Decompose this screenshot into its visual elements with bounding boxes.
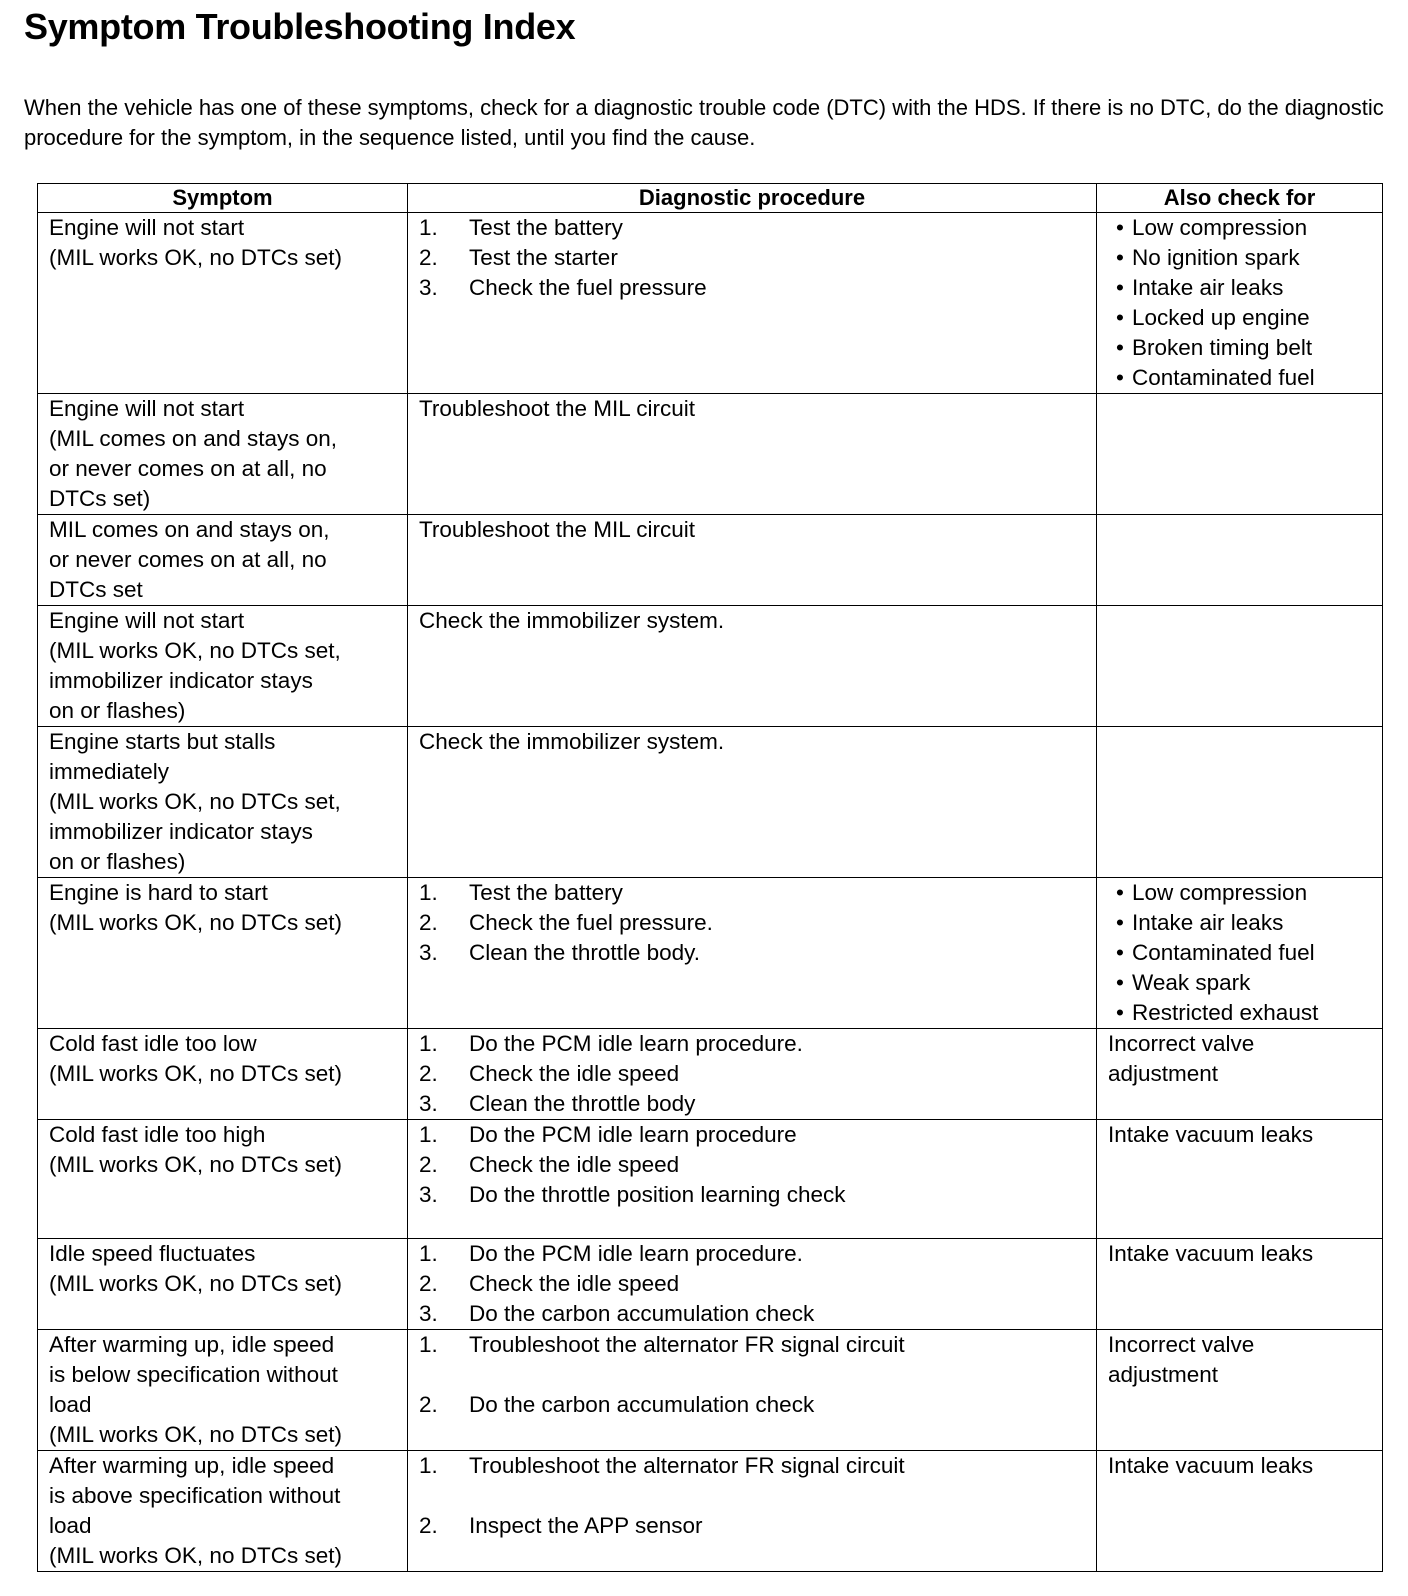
step-number: 3. [419, 940, 438, 965]
procedure-steps [419, 1451, 1092, 1541]
also-check-cell [1097, 1239, 1383, 1330]
step-number: 1. [419, 215, 438, 240]
symptom-line: is above specification without [49, 1483, 341, 1508]
procedure-cell [408, 1120, 1097, 1239]
symptom-cell [38, 394, 408, 515]
also-check-item [1108, 908, 1378, 938]
symptom-header: Symptom [38, 184, 408, 213]
symptom-line: (MIL works OK, no DTCs set) [49, 1152, 342, 1177]
procedure-text: Troubleshoot the MIL circuit [419, 517, 695, 542]
step-number: 1. [419, 880, 438, 905]
step-text: Test the starter [469, 245, 618, 270]
step-text: Inspect the APP sensor [469, 1513, 703, 1538]
procedure-cell [408, 1330, 1097, 1451]
also-check-note [1108, 1330, 1378, 1390]
step-text: Do the PCM idle learn procedure. [469, 1031, 803, 1056]
symptom-cell [38, 1239, 408, 1330]
symptom-line: Engine will not start [49, 396, 245, 421]
symptom-line: immobilizer indicator stays [49, 819, 313, 844]
step-number: 1. [419, 1122, 438, 1147]
procedure-step [419, 1150, 1092, 1180]
step-number: 2. [419, 1271, 438, 1296]
also-check-cell [1097, 727, 1383, 878]
also-check-item [1108, 273, 1378, 303]
symptom-cell [38, 606, 408, 727]
symptom-line: immediately [49, 759, 170, 784]
procedure-step [419, 243, 1092, 273]
also-check-cell [1097, 606, 1383, 727]
symptom-cell [38, 878, 408, 1029]
intro-paragraph: When the vehicle has one of these symptoms, check for a diagnostic trouble code (DTC) with the HDS. If there is no DTC, do the diagnostic procedure for the symptom, in the sequence listed, until you find the cause. [24, 95, 1384, 150]
note-line: Incorrect valve [1108, 1332, 1255, 1357]
also-check-note [1108, 1120, 1378, 1150]
also-check-text: Intake air leaks [1132, 275, 1284, 300]
step-text: Test the battery [469, 880, 623, 905]
procedure-steps [419, 878, 1092, 968]
also-check-cell [1097, 1451, 1383, 1572]
symptom-line: load [49, 1392, 92, 1417]
bullet-icon: • [1116, 305, 1124, 330]
step-number: 3. [419, 1091, 438, 1116]
symptom-line: Engine will not start [49, 215, 245, 240]
bullet-icon: • [1116, 940, 1124, 965]
procedure-steps [419, 1120, 1092, 1210]
procedure-cell [408, 213, 1097, 394]
symptom-line: or never comes on at all, no [49, 547, 327, 572]
note-line: Intake vacuum leaks [1108, 1453, 1314, 1478]
table-row [38, 878, 1383, 1029]
step-number: 1. [419, 1031, 438, 1056]
symptom-line: (MIL works OK, no DTCs set) [49, 1543, 342, 1568]
symptom-cell [38, 515, 408, 606]
bullet-icon: • [1116, 1000, 1124, 1025]
also-check-text: Intake air leaks [1132, 910, 1284, 935]
symptom-cell [38, 1120, 408, 1239]
also-check-text: Low compression [1132, 880, 1308, 905]
bullet-icon: • [1116, 275, 1124, 300]
table-body [38, 213, 1383, 1572]
symptom-line: or never comes on at all, no [49, 456, 327, 481]
step-number: 3. [419, 275, 438, 300]
symptom-line: (MIL works OK, no DTCs set) [49, 1061, 342, 1086]
symptom-line: (MIL works OK, no DTCs set) [49, 910, 342, 935]
table-row [38, 213, 1383, 394]
also-check-item [1108, 303, 1378, 333]
procedure-step [419, 1390, 1092, 1420]
symptom-line: load [49, 1513, 92, 1538]
also-check-list [1108, 878, 1378, 1028]
symptom-line: on or flashes) [49, 849, 186, 874]
header-row [38, 184, 1383, 213]
also-check-text: Broken timing belt [1132, 335, 1313, 360]
procedure-step [419, 1451, 1092, 1481]
procedure-steps [419, 1029, 1092, 1119]
note-line: Intake vacuum leaks [1108, 1241, 1314, 1266]
symptom-cell [38, 1330, 408, 1451]
step-text: Check the idle speed [469, 1061, 680, 1086]
procedure-text: Troubleshoot the MIL circuit [419, 396, 695, 421]
procedure-step [419, 1511, 1092, 1541]
symptom-line: Idle speed fluctuates [49, 1241, 256, 1266]
also-check-item [1108, 213, 1378, 243]
also-check-cell [1097, 878, 1383, 1029]
also-check-note [1108, 1239, 1378, 1269]
procedure-steps [419, 1239, 1092, 1329]
also-check-item [1108, 878, 1378, 908]
also-check-cell [1097, 394, 1383, 515]
step-text: Check the idle speed [469, 1152, 680, 1177]
step-text: Do the PCM idle learn procedure. [469, 1241, 803, 1266]
symptom-line: DTCs set) [49, 486, 151, 511]
symptom-line: (MIL works OK, no DTCs set, [49, 789, 341, 814]
symptom-line: (MIL comes on and stays on, [49, 426, 338, 451]
table-row [38, 1451, 1383, 1572]
symptom-line: on or flashes) [49, 698, 186, 723]
symptom-line: DTCs set [49, 577, 143, 602]
bullet-icon: • [1116, 880, 1124, 905]
procedure-step [419, 938, 1092, 968]
procedure-step [419, 908, 1092, 938]
symptom-line: Engine will not start [49, 608, 245, 633]
procedure-step [419, 1089, 1092, 1119]
also-check-list [1108, 213, 1378, 393]
step-text: Do the throttle position learning check [469, 1182, 846, 1207]
symptom-line: After warming up, idle speed [49, 1453, 335, 1478]
symptom-cell [38, 1029, 408, 1120]
also-check-text: Weak spark [1132, 970, 1251, 995]
also-check-item [1108, 333, 1378, 363]
bullet-icon: • [1116, 365, 1124, 390]
troubleshooting-table [37, 183, 1383, 1572]
procedure-step [419, 878, 1092, 908]
procedure-cell [408, 878, 1097, 1029]
step-number: 2. [419, 1152, 438, 1177]
step-number: 2. [419, 1061, 438, 1086]
step-number: 1. [419, 1241, 438, 1266]
symptom-cell [38, 213, 408, 394]
step-number: 3. [419, 1182, 438, 1207]
also-check-cell [1097, 213, 1383, 394]
procedure-cell [408, 606, 1097, 727]
step-text: Test the battery [469, 215, 623, 240]
procedure-step [419, 1059, 1092, 1089]
step-text: Check the idle speed [469, 1271, 680, 1296]
also-check-item [1108, 243, 1378, 273]
step-number: 1. [419, 1453, 438, 1478]
procedure-cell [408, 1239, 1097, 1330]
bullet-icon: • [1116, 245, 1124, 270]
also-check-note [1108, 1451, 1378, 1481]
also-check-text: No ignition spark [1132, 245, 1300, 270]
procedure-steps [419, 213, 1092, 303]
also-check-text: Locked up engine [1132, 305, 1310, 330]
also-check-cell [1097, 515, 1383, 606]
step-text: Clean the throttle body [469, 1091, 696, 1116]
also-check-item [1108, 968, 1378, 998]
table-row [38, 515, 1383, 606]
symptom-line: (MIL works OK, no DTCs set) [49, 1422, 342, 1447]
symptom-line: (MIL works OK, no DTCs set) [49, 245, 342, 270]
bullet-icon: • [1116, 970, 1124, 995]
also-check-header: Also check for [1097, 184, 1383, 213]
symptom-line: (MIL works OK, no DTCs set) [49, 1271, 342, 1296]
step-number: 1. [419, 1332, 438, 1357]
symptom-line: (MIL works OK, no DTCs set, [49, 638, 341, 663]
procedure-steps [419, 1330, 1092, 1420]
step-text: Check the fuel pressure. [469, 910, 713, 935]
also-check-cell [1097, 1029, 1383, 1120]
procedure-cell [408, 1451, 1097, 1572]
step-text: Do the PCM idle learn procedure [469, 1122, 797, 1147]
note-line: Intake vacuum leaks [1108, 1122, 1314, 1147]
symptom-line: Cold fast idle too high [49, 1122, 266, 1147]
bullet-icon: • [1116, 910, 1124, 935]
also-check-text: Contaminated fuel [1132, 365, 1315, 390]
symptom-line: Engine is hard to start [49, 880, 268, 905]
step-text: Troubleshoot the alternator FR signal circuit [469, 1453, 905, 1478]
table-row [38, 1239, 1383, 1330]
step-text: Do the carbon accumulation check [469, 1301, 815, 1326]
bullet-icon: • [1116, 335, 1124, 360]
symptom-cell [38, 727, 408, 878]
also-check-text: Restricted exhaust [1132, 1000, 1319, 1025]
symptom-line: MIL comes on and stays on, [49, 517, 330, 542]
procedure-step [419, 273, 1092, 303]
procedure-step [419, 1120, 1092, 1150]
also-check-text: Contaminated fuel [1132, 940, 1315, 965]
step-text: Do the carbon accumulation check [469, 1392, 815, 1417]
table-row [38, 727, 1383, 878]
also-check-cell [1097, 1120, 1383, 1239]
procedure-step [419, 1239, 1092, 1269]
table-row [38, 1120, 1383, 1239]
note-line: Incorrect valve [1108, 1031, 1255, 1056]
note-line: adjustment [1108, 1061, 1219, 1086]
symptom-line: Engine starts but stalls [49, 729, 276, 754]
step-number: 2. [419, 1513, 438, 1538]
procedure-text: Check the immobilizer system. [419, 729, 725, 754]
also-check-cell [1097, 1330, 1383, 1451]
symptom-line: is below specification without [49, 1362, 338, 1387]
procedure-step [419, 1269, 1092, 1299]
step-number: 2. [419, 1392, 438, 1417]
procedure-header: Diagnostic procedure [408, 184, 1097, 213]
also-check-item [1108, 363, 1378, 393]
procedure-cell [408, 515, 1097, 606]
procedure-cell [408, 394, 1097, 515]
also-check-item [1108, 998, 1378, 1028]
procedure-step [419, 1029, 1092, 1059]
procedure-step [419, 1330, 1092, 1360]
symptom-line: After warming up, idle speed [49, 1332, 335, 1357]
table-row [38, 1029, 1383, 1120]
procedure-step [419, 213, 1092, 243]
procedure-step [419, 1180, 1092, 1210]
page-title: Symptom Troubleshooting Index [24, 6, 576, 47]
step-number: 2. [419, 910, 438, 935]
symptom-line: immobilizer indicator stays [49, 668, 313, 693]
procedure-cell [408, 727, 1097, 878]
step-text: Troubleshoot the alternator FR signal circuit [469, 1332, 905, 1357]
procedure-cell [408, 1029, 1097, 1120]
also-check-note [1108, 1029, 1378, 1089]
table-row [38, 1330, 1383, 1451]
symptom-cell [38, 1451, 408, 1572]
table-row [38, 394, 1383, 515]
procedure-step [419, 1299, 1092, 1329]
note-line: adjustment [1108, 1362, 1219, 1387]
step-text: Check the fuel pressure [469, 275, 707, 300]
step-number: 2. [419, 245, 438, 270]
step-number: 3. [419, 1301, 438, 1326]
step-text: Clean the throttle body. [469, 940, 700, 965]
also-check-text: Low compression [1132, 215, 1308, 240]
bullet-icon: • [1116, 215, 1124, 240]
also-check-item [1108, 938, 1378, 968]
table-row [38, 606, 1383, 727]
procedure-text: Check the immobilizer system. [419, 608, 725, 633]
symptom-line: Cold fast idle too low [49, 1031, 257, 1056]
